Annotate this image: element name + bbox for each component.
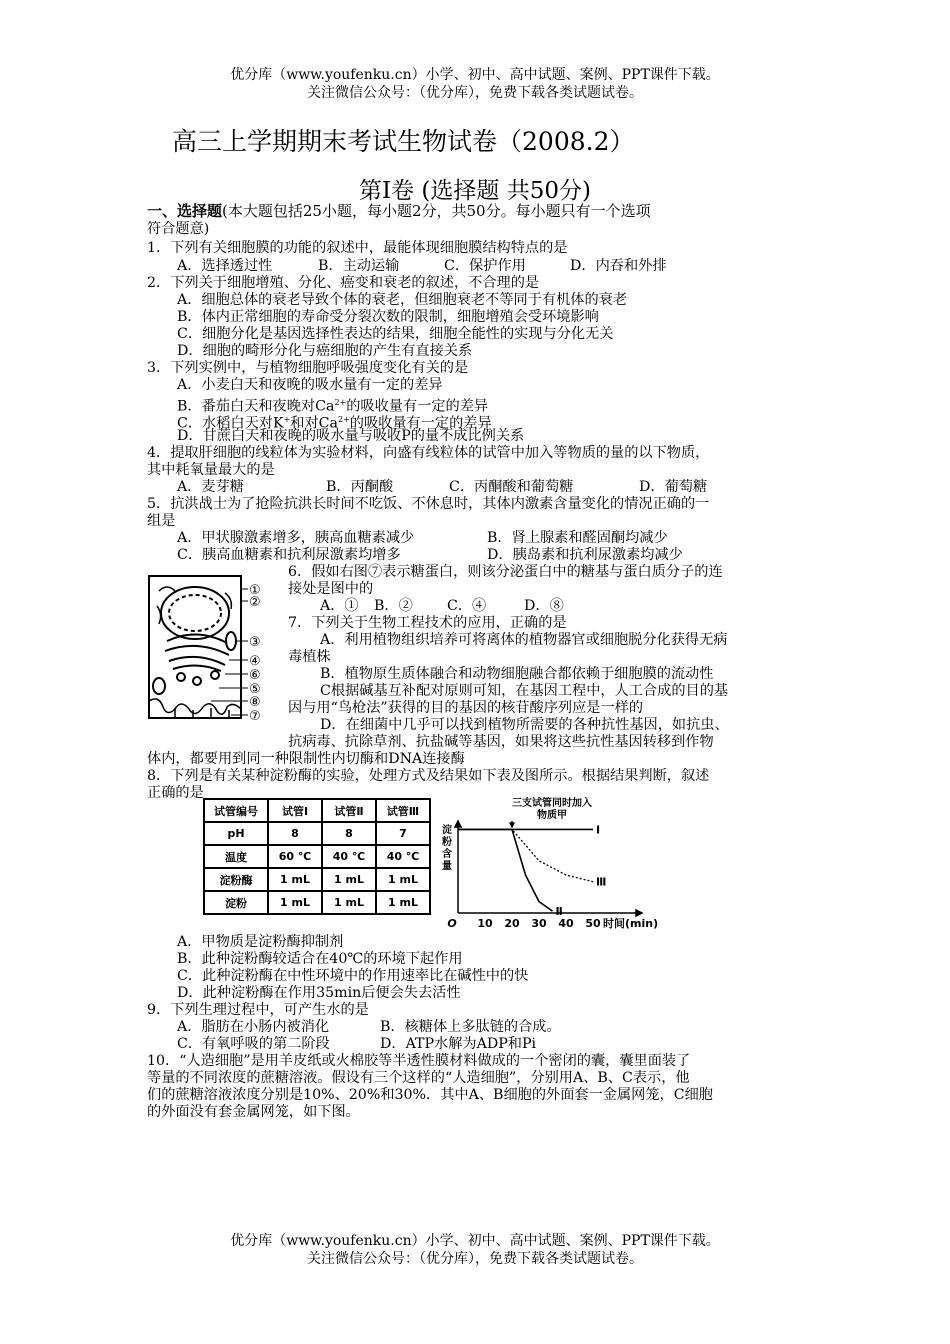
q6-option-b: B．② [374,598,413,614]
q9-option-b: B．核糖体上多肽链的合成。 [380,1019,561,1035]
q7-option-d-1: D．在细菌中几乎可以找到植物所需要的各种抗性基因，如抗虫、 [320,717,729,733]
table-cell: 1 mL [268,891,322,914]
add-time-arrowhead [509,822,515,828]
q1-option-d: D．内吞和外排 [570,258,667,274]
q2-option-d: D．细胞的畸形分化与癌细胞的产生有直接关系 [177,343,473,359]
q4-option-b: B．丙酮酸 [326,479,394,495]
q1-option-b: B．主动运输 [318,258,400,274]
table-cell: 1 mL [322,891,376,914]
q7-option-a-1: A．利用植物组织培养可将离体的植物器官或细胞脱分化获得无病 [320,632,728,648]
series-label-3: Ⅲ [596,875,607,889]
nucleus [161,587,229,639]
page-title: 高三上学期期末考试生物试卷（2008.2） [172,127,635,156]
q4-options [177,479,707,496]
cell-label-1: ① [249,583,261,598]
table-row [204,822,430,845]
q3-c-sup2: 2+ [338,415,350,424]
table-cell: 40 ℃ [322,845,376,868]
part1-instr2: 符合题意) [147,221,210,237]
x-tick-label: 40 [558,917,574,930]
q1-stem: 1．下列有关细胞膜的功能的叙述中，最能体现细胞膜结构特点的是 [147,240,568,256]
q5-option-a: A．甲状腺激素增多，胰高血糖素减少 [177,530,415,546]
q7-option-c-1: C根据碱基互补配对原则可知，在基因工程中，人工合成的目的基 [320,683,729,699]
cell-label-5: ⑤ [249,682,261,697]
q6-stem-1: 6．假如右图⑦表示糖蛋白，则该分泌蛋白中的糖基与蛋白质分子的连 [288,564,723,580]
q4-stem-1: 4．提取肝细胞的线粒体为实验材料，向盛有线粒体的试管中加入等物质的量的以下物质， [147,445,710,461]
q5-option-c: C．胰高血糖素和抗利尿激素均增多 [177,547,401,563]
y-axis-label-char: 粉 [442,837,452,848]
q8-th-0: 试管编号 [204,799,268,822]
table-cell: 淀粉酶 [204,868,268,891]
q9-option-c: C．有氧呼吸的第二阶段 [177,1036,330,1052]
q3-b-pre: B．番茄白天和夜晚对Ca [177,398,335,415]
q5-options-ab [177,530,668,547]
q10-line-2: 等量的不同浓度的蔗糖溶液。假设有三个这样的“人造细胞”，分别用A、B、C表示，他 [147,1070,690,1086]
q10-line-1: 10．“人造细胞”是用羊皮纸或火棉胶等半透性膜材料做成的一个密闭的囊，囊里面装了 [147,1053,691,1069]
q8-table-header [204,799,430,822]
y-axis-arrow [455,821,461,827]
q10-line-4: 的外面没有套金属网笼，如下图。 [147,1104,360,1120]
table-row [204,868,430,891]
q8-stem-2: 正确的是 [147,785,204,801]
q3-stem: 3．下列实例中，与植物细胞呼吸强度变化有关的是 [147,360,469,376]
table-cell: 8 [322,822,376,845]
q8-option-c: C．此种淀粉酶在中性环境中的作用速率比在碱性中的快 [177,968,529,984]
q9-stem: 9．下列生理过程中，可产生水的是 [147,1002,369,1018]
q10-line-3: 们的蔗糖溶液浓度分别是10%、20%和30%．其中A、B细胞的外面套一金属网笼，C细胞 [147,1087,713,1103]
y-axis-label-char: 含 [442,849,452,860]
table-cell: 60 ℃ [268,845,322,868]
part1-heading: 一、选择题 [147,202,223,220]
q9-option-a: A．脂肪在小肠内被消化 [177,1019,330,1035]
q8-th-1: 试管Ⅰ [268,799,322,822]
series-line-2 [458,829,553,911]
q9-options-cd [177,1036,536,1053]
q6-stem-2: 接处是图中的 [288,581,374,597]
x-axis-arrow [636,910,642,916]
q3-c-pre: C．水稻白天对K [177,415,284,432]
x-tick-label: 10 [477,917,493,930]
q8-stem-1: 8．下列是有关某种淀粉酶的实验，处理方式及结果如下表及图所示。根据结果判断，叙述 [147,768,710,784]
q5-option-b: B．肾上腺素和醛固酮均减少 [487,530,668,546]
table-cell: 1 mL [376,891,430,914]
q6-option-a: A．① [320,598,359,614]
q8-option-d: D．此种淀粉酶在作用35min后便会失去活性 [177,985,461,1001]
q3-b-sup: 2+ [334,398,347,407]
vesicle [226,632,236,650]
cell-diagram [145,571,270,726]
table-cell: pH [204,822,268,845]
q1-option-c: C．保护作用 [444,258,526,274]
q2-stem: 2．下列关于细胞增殖、分化、癌变和衰老的叙述，不合理的是 [147,275,540,291]
header-line-2: 关注微信公众号：（优分库），免费下载各类试题试卷。 [307,85,643,101]
q2-option-a: A．细胞总体的衰老导致个体的衰老，但细胞衰老不等同于有机体的衰老 [177,292,628,308]
footer-line-2: 关注微信公众号：（优分库），免费下载各类试题试卷。 [307,1251,643,1267]
x-tick-label: O [447,917,457,930]
q7-option-d-2: 抗病毒、抗除草剂、抗盐碱等基因，如果将这些抗性基因转移到作物 [288,734,714,750]
x-axis-label: 时间(min) [603,917,659,930]
cell-label-8: ⑧ [249,695,261,710]
table-cell: 8 [268,822,322,845]
chart-title-line1: 三支试管同时加入 [512,798,592,809]
table-row [204,845,430,868]
table-row [204,891,430,914]
y-axis-label-char: 淀 [442,825,452,836]
footer-line-1: 优分库（www.youfenku.cn）小学、初中、高中试题、案例、PPT课件下载。 [230,1233,720,1249]
section-title: 第Ⅰ卷 (选择题 共50分) [359,178,591,204]
y-axis-label-char: 量 [442,861,452,872]
q3-c-post: 的吸收量有一定的差异 [349,415,492,432]
q7-option-b: B．植物原生质体融合和动物细胞融合都依赖于细胞膜的流动性 [320,666,714,682]
q6-option-d: D．⑧ [524,598,564,614]
table-cell: 温度 [204,845,268,868]
q4-option-d: D．葡萄糖 [639,479,708,495]
series-label-1: Ⅰ [596,823,601,837]
q8-chart [440,795,659,930]
q1-options [177,258,667,275]
q9-option-d: D．ATP水解为ADP和Pi [380,1036,537,1052]
cell-label-4: ④ [249,654,261,669]
table-cell: 7 [376,822,430,845]
x-tick-label: 50 [585,917,601,930]
q8-th-2: 试管Ⅱ [322,799,376,822]
cell-label-7: ⑦ [249,709,261,724]
series-label-2: Ⅱ [555,905,563,919]
part1-instruction [147,203,651,220]
q5-stem-2: 组是 [147,513,176,529]
q3-option-d: D．甘蔗白天和夜晚的吸水量与吸收P的量不成比例关系 [177,428,525,444]
q4-option-c: C．丙酮酸和葡萄糖 [449,479,574,495]
q4-option-a: A．麦芽糖 [177,479,244,495]
header-line-1: 优分库（www.youfenku.cn）小学、初中、高中试题、案例、PPT课件下载。 [230,67,720,83]
q9-options-ab [177,1019,561,1036]
q8-table [203,798,431,915]
q7-option-d-3: 体内，都要用到同一种限制性内切酶和DNA连接酶 [147,751,465,767]
q6-option-c: C．④ [447,598,487,614]
q8-th-3: 试管Ⅲ [376,799,430,822]
table-cell: 1 mL [376,868,430,891]
q5-stem-1: 5．抗洪战士为了抢险抗洪长时间不吃饭、不休息时，其体内激素含量变化的情况正确的一 [147,496,710,512]
x-tick-label: 20 [504,917,520,930]
q2-option-c: C．细胞分化是基因选择性表达的结果，细胞全能性的实现与分化无关 [177,326,614,342]
table-cell: 1 mL [268,868,322,891]
q4-stem-2: 其中耗氧量最大的是 [147,462,275,478]
q3-c-mid: 和对Ca [290,415,338,432]
q3-option-a: A．小麦白天和夜晚的吸水量有一定的差异 [177,377,443,393]
q8-option-b: B．此种淀粉酶较适合在40℃的环境下起作用 [177,951,463,967]
cell-label-2: ② [249,595,261,610]
q7-option-a-2: 毒植株 [288,649,331,665]
q5-option-d: D．胰岛素和抗利尿激素均减少 [487,547,683,563]
table-cell: 淀粉 [204,891,268,914]
q2-option-b: B．体内正常细胞的寿命受分裂次数的限制，细胞增殖会受环境影响 [177,309,599,325]
q7-stem: 7．下列关于生物工程技术的应用，正确的是 [288,615,567,631]
cell-label-6: ⑥ [249,668,261,683]
table-cell: 1 mL [322,868,376,891]
q3-c-sup1: + [283,415,291,424]
x-tick-label: 30 [531,917,547,930]
q8-option-a: A．甲物质是淀粉酶抑制剂 [177,934,344,950]
table-cell: 40 ℃ [376,845,430,868]
part1-instr1: (本大题包括25小题，每小题2分，共50分。每小题只有一个选项 [222,202,651,220]
cell-label-3: ③ [249,635,261,650]
q5-options-cd [177,547,683,564]
q3-b-post: 的吸收量有一定的差异 [346,398,489,415]
q7-option-c-2: 因与用“鸟枪法”获得的目的基因的核苷酸序列应是一样的 [288,700,644,716]
q6-options [320,598,564,615]
q1-option-a: A．选择透过性 [177,258,273,274]
chart-title-line2: 物质甲 [537,810,567,821]
